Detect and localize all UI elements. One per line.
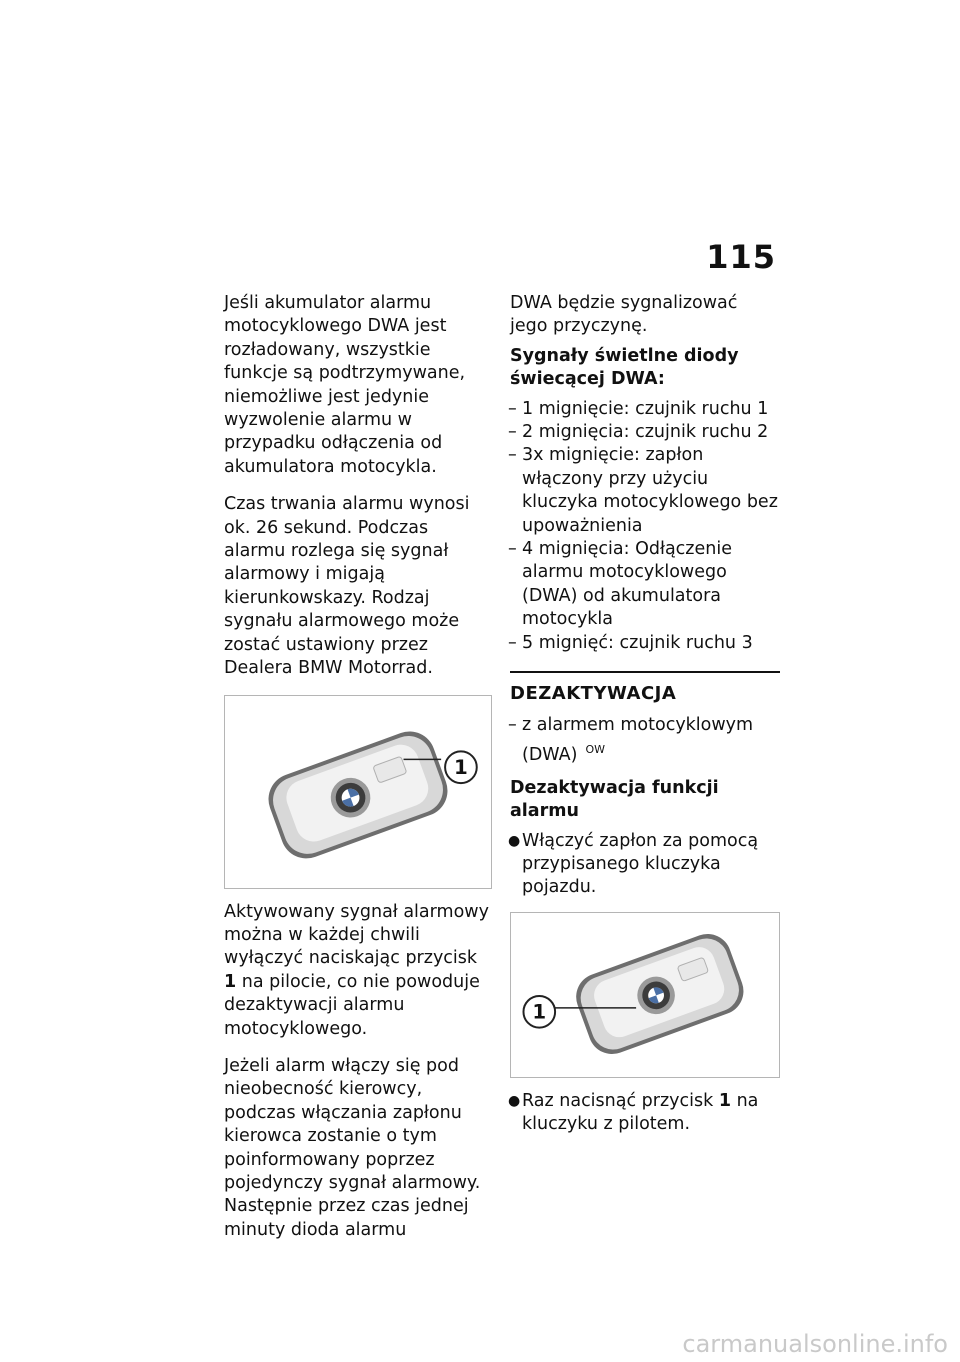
key-fob-illustration (225, 696, 491, 888)
ref-button-1: 1 (224, 971, 237, 992)
figure-key-fob-button (510, 912, 780, 1078)
callout-1: 1 (454, 755, 468, 779)
paragraph-deactivate-signal: Aktywowany sygnał alarmowy można w każdej chwili wyłączyć naciskając przycisk 1 na pilocie, co nie powoduje dezaktywacji alarmu motocyklowego. (224, 901, 489, 1039)
page-number: 115 (706, 238, 776, 276)
figure-key-fob-alarm-button (224, 695, 492, 889)
list-item: – 1 mignięcie: czujnik ruchu 1 (508, 398, 769, 419)
list-item: – 3x mignięcie: zapłon włączony przy użyciu kluczyka motocyklowego bez upoważnienia (508, 445, 778, 536)
heading-deactivation: Dezaktywacja funkcji alarmu (510, 777, 719, 822)
section-divider (510, 671, 780, 673)
key-fob-illustration (511, 913, 779, 1077)
right-column (510, 292, 780, 1147)
paragraph-cause: DWA będzie sygnalizować jego przyczynę. (510, 293, 738, 337)
steps-list (510, 830, 780, 900)
list-item: ● Włączyć zapłon za pomocą przypisanego kluczyka pojazdu. (508, 830, 759, 898)
list-item: – 5 mignięć: czujnik ruchu 3 (508, 632, 753, 653)
signals-list (510, 398, 780, 655)
watermark: carmanualsonline.info (682, 1330, 948, 1358)
condition-list (510, 714, 780, 767)
paragraph-absent-rider: Jeżeli alarm włączy się pod nieobecność kierowcy, podczas włączania zapłonu kierowca zostanie o tym poinformowany poprzez pojedynczy sygnał alarmowy. Następnie przez czas jednej minuty dioda alarmu (224, 1055, 481, 1240)
list-item: – 2 mignięcia: czujnik ruchu 2 (508, 422, 769, 443)
paragraph-alarm-duration: Czas trwania alarmu wynosi ok. 26 sekund. Podczas alarmu rozlega się sygnał alarmowy i migają kierunkowskazy. Rodzaj sygnału alarmowego może zostać ustawiony przez Dealera BMW Motorrad. (224, 494, 470, 679)
paragraph-battery: Jeśli akumulator alarmu motocyklowego DWA jest rozładowany, wszystkie funkcje są podtrzymywane, niemożliwe jest jedynie wyzwolenie alarmu w przypadku odłączenia od akumulatora motocykla. (224, 293, 466, 477)
heading-led-signals: Sygnały świetlne diody świecącej DWA: (510, 345, 739, 390)
ref-button-1: 1 (718, 1090, 731, 1111)
callout-1: 1 (532, 1000, 547, 1024)
equipment-code: OW (585, 742, 605, 756)
list-item: ● Raz nacisnąć przycisk 1 na kluczyku z pilotem. (508, 1090, 759, 1135)
list-item: – 4 mignięcia: Odłączenie alarmu motocyklowego (DWA) od akumulatora motocykla (508, 539, 732, 630)
condition-item: – z alarmem motocyklowym (DWA) $^{OW}$ (508, 715, 754, 765)
left-column (224, 292, 492, 1256)
steps-list-2 (510, 1090, 780, 1137)
section-title: DEZAKTYWACJA (510, 683, 677, 705)
